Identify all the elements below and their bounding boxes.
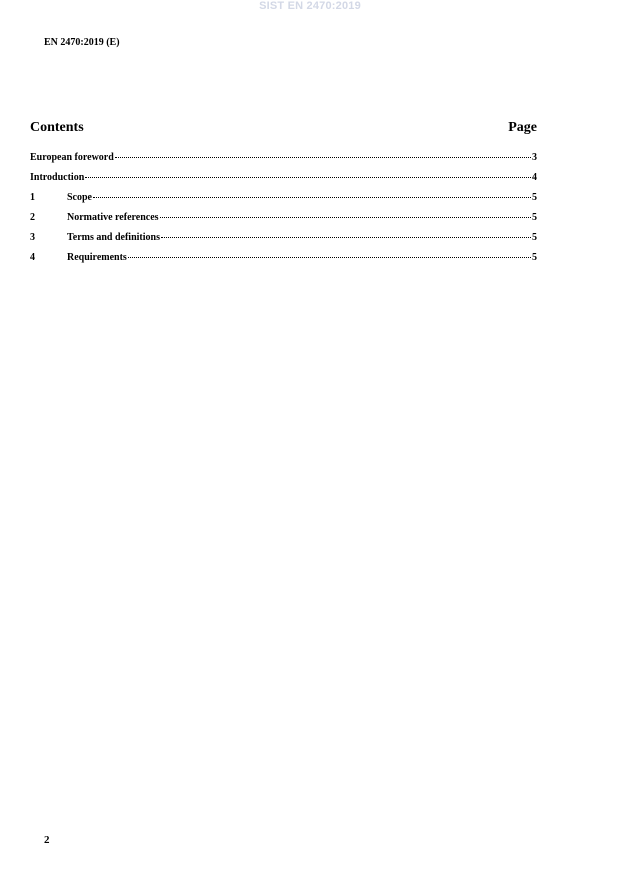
toc-entry-title: Terms and definitions	[67, 232, 160, 243]
document-id: EN 2470:2019 (E)	[44, 37, 120, 48]
toc-leader-dots	[115, 157, 531, 158]
toc-entry-page: 3	[532, 152, 537, 163]
toc-entry-european-foreword[interactable]	[30, 152, 537, 172]
toc-entry-page: 5	[532, 212, 537, 223]
toc-entry-requirements[interactable]	[30, 252, 537, 272]
toc-entry-number: 2	[30, 212, 35, 223]
table-of-contents	[30, 152, 537, 272]
toc-leader-dots	[93, 197, 531, 198]
toc-entry-number: 1	[30, 192, 35, 203]
toc-entry-title: Requirements	[67, 252, 127, 263]
toc-entry-title: Scope	[67, 192, 92, 203]
toc-entry-page: 5	[532, 192, 537, 203]
toc-leader-dots	[85, 177, 531, 178]
page-number: 2	[44, 834, 50, 846]
contents-title: Contents	[30, 120, 84, 135]
contents-heading	[30, 120, 537, 136]
toc-leader-dots	[161, 237, 531, 238]
toc-entry-title: European foreword	[30, 152, 114, 163]
toc-leader-dots	[160, 217, 531, 218]
toc-leader-dots	[128, 257, 531, 258]
page-column-label: Page	[508, 120, 537, 135]
toc-entry-introduction[interactable]	[30, 172, 537, 192]
toc-entry-page: 5	[532, 232, 537, 243]
toc-entry-number: 4	[30, 252, 35, 263]
watermark: SIST EN 2470:2019	[259, 0, 361, 12]
toc-entry-title: Normative references	[67, 212, 159, 223]
toc-entry-scope[interactable]	[30, 192, 537, 212]
toc-entry-page: 4	[532, 172, 537, 183]
toc-entry-title: Introduction	[30, 172, 85, 183]
toc-entry-normative-references[interactable]	[30, 212, 537, 232]
toc-entry-number: 3	[30, 232, 35, 243]
toc-entry-page: 5	[532, 252, 537, 263]
toc-entry-terms-and-definitions[interactable]	[30, 232, 537, 252]
